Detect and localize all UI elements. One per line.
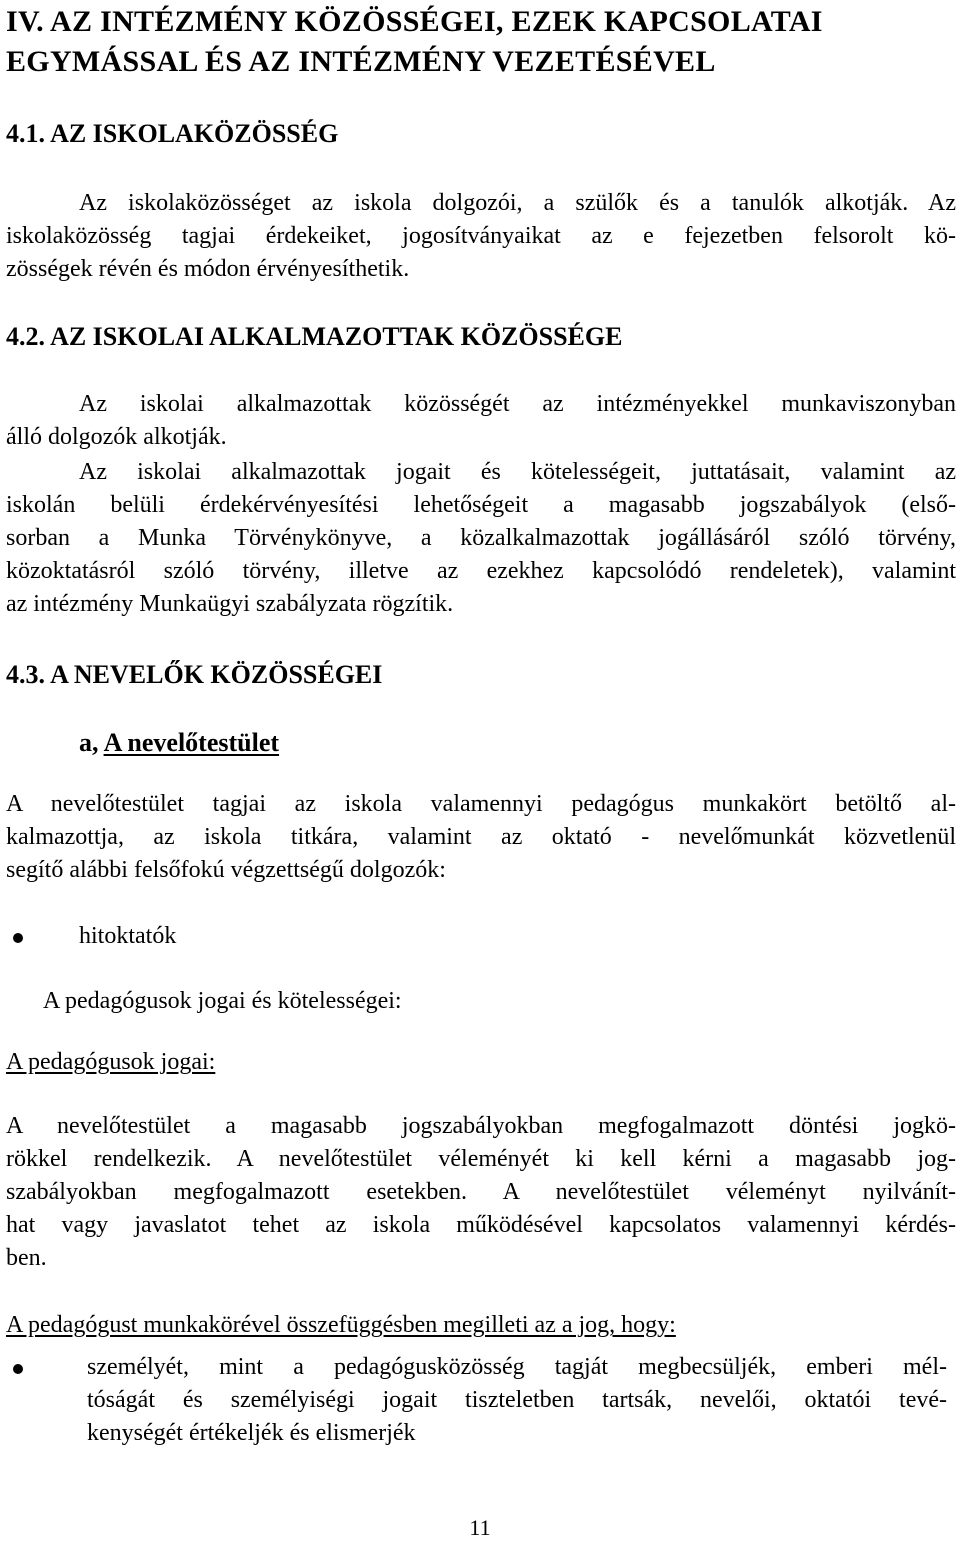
text-line: Az iskolai alkalmazottak közösségét az intézményekkel munkaviszonyban: [79, 391, 956, 417]
text-line: segítő alábbi felsőfokú végzettségű dolgozók:: [6, 857, 446, 883]
text-line: tóságát és személyiségi jogait tiszteletben tartsák, nevelői, oktatói tevé-: [87, 1387, 947, 1413]
list-item-text: hitoktatók: [79, 923, 177, 949]
text-line: zösségek révén és módon érvényesíthetik.: [6, 256, 410, 282]
subsection-prefix: a,: [79, 728, 104, 757]
section-heading-4-3: 4.3. A NEVELŐK KÖZÖSSÉGEI: [6, 660, 383, 689]
bullet-icon: [13, 1364, 23, 1374]
text-line: az intézmény Munkaügyi szabályzata rögzítik.: [6, 591, 454, 617]
text-line: Az iskolai alkalmazottak jogait és kötelességeit, juttatásait, valamint az: [79, 459, 956, 485]
section-4-3-paragraph-2: [6, 1110, 956, 1275]
text-line: iskolaközösség tagjai érdekeiket, jogosítványaikat az e fejezetben felsorolt kö-: [6, 223, 956, 249]
section-4-2-paragraph-2: [6, 456, 956, 621]
text-line: rökkel rendelkezik. A nevelőtestület véleményét ki kell kérni a magasabb jog-: [6, 1146, 956, 1172]
section-4-3-paragraph-1: [6, 788, 956, 887]
text-line: sorban a Munka Törvénykönyve, a közalkalmazottak jogállásáról szóló törvény,: [6, 525, 956, 551]
section-4-1-paragraph: [6, 187, 956, 286]
entitled-heading-text: A pedagógust munkakörével összefüggésben megilleti az a jog, hogy:: [6, 1312, 676, 1338]
rights-heading: [6, 1046, 806, 1079]
list-item-text: [87, 1351, 947, 1450]
text-line: iskolán belüli érdekérvényesítési lehetőségeit a magasabb jogszabályok (első-: [6, 492, 956, 518]
subsection-title: A nevelőtestület: [103, 728, 280, 757]
text-line: személyét, mint a pedagógusközösség tagját megbecsüljék, emberi mél-: [87, 1354, 947, 1380]
rights-and-duties-label: A pedagógusok jogai és kötelességei:: [43, 988, 402, 1014]
chapter-title-line: IV. AZ INTÉZMÉNY KÖZÖSSÉGEI, EZEK KAPCSOLATAI: [6, 5, 823, 38]
section-heading-4-2: 4.2. AZ ISKOLAI ALKALMAZOTTAK KÖZÖSSÉGE: [6, 322, 623, 351]
text-line: álló dolgozók alkotják.: [6, 424, 227, 450]
page-number: 11: [469, 1515, 491, 1540]
text-line: hat vagy javaslatot tehet az iskola működésével kapcsolatos valamennyi kérdés-: [6, 1212, 956, 1238]
chapter-title: [6, 2, 956, 82]
bullet-icon: [13, 933, 23, 943]
text-line: kalmazottja, az iskola titkára, valamint az oktató - nevelőmunkát közvetlenül: [6, 824, 956, 850]
text-line: kenységét értékeljék és elismerjék: [87, 1420, 416, 1446]
text-line: ben.: [6, 1245, 47, 1271]
text-line: szabályokban megfogalmazott esetekben. A nevelőtestület véleményt nyilvánít-: [6, 1179, 956, 1205]
text-line: Az iskolaközösséget az iskola dolgozói, a szülők és a tanulók alkotják. Az: [79, 190, 956, 216]
section-heading-4-1: 4.1. AZ ISKOLAKÖZÖSSÉG: [6, 119, 339, 148]
entitled-heading: [6, 1309, 906, 1342]
text-line: A nevelőtestület a magasabb jogszabályokban megfogalmazott döntési jogkö-: [6, 1113, 956, 1139]
text-line: közoktatásról szóló törvény, illetve az ezekhez kapcsolódó rendeletek), valamint: [6, 558, 956, 584]
text-line: A nevelőtestület tagjai az iskola valamennyi pedagógus munkakört betöltő al-: [6, 791, 956, 817]
rights-heading-text: A pedagógusok jogai:: [6, 1049, 216, 1075]
subsection-heading: [79, 727, 679, 759]
section-4-2-paragraph-1: [6, 388, 956, 454]
chapter-title-line: EGYMÁSSAL ÉS AZ INTÉZMÉNY VEZETÉSÉVEL: [6, 45, 716, 78]
